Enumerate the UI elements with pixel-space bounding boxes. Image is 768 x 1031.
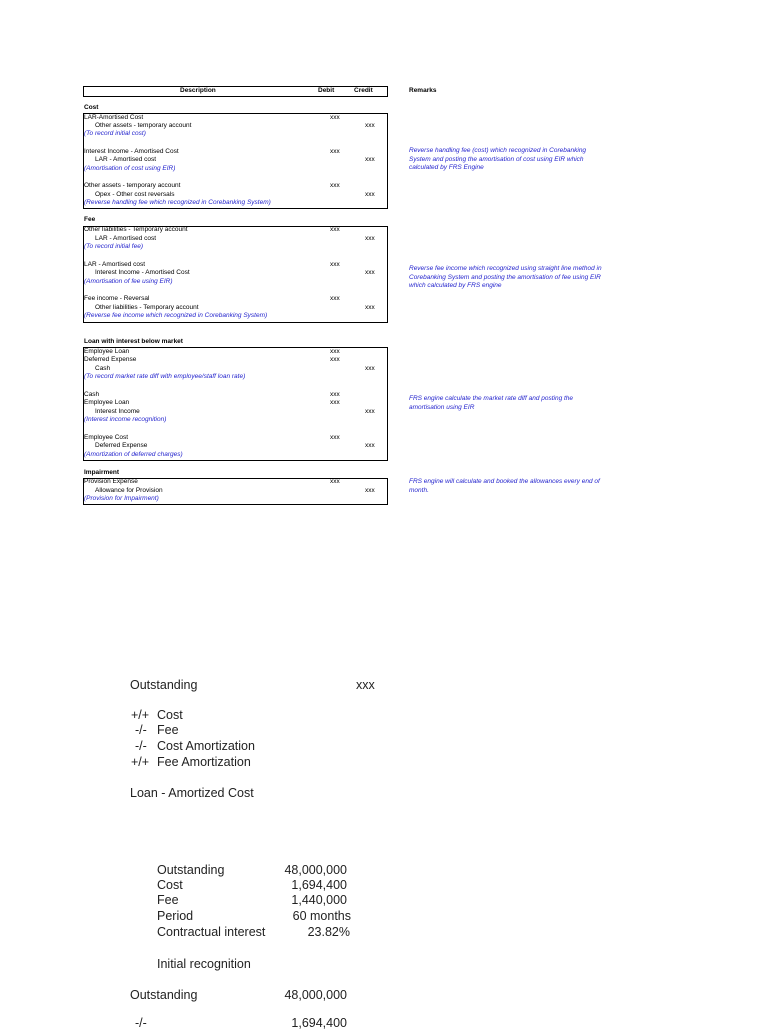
cost-credit-xxx: xxx [365, 191, 375, 198]
header-credit: Credit [354, 87, 373, 94]
header-debit: Debit [318, 87, 335, 94]
cost-entry-1-credit: Other assets - temporary account [95, 122, 192, 129]
loan-debit-xxx: xxx [330, 391, 340, 398]
impairment-entry-note: (Provision for Impairment) [84, 495, 159, 502]
formula-sign: -/- [135, 723, 147, 737]
loan-entry-3-note: (Amortization of deferred charges) [84, 451, 183, 458]
fee-entry-1-note: (To record initial fee) [84, 243, 144, 250]
formula-sign: +/+ [131, 755, 150, 769]
example-label: Cost [157, 878, 183, 892]
cost-entry-1-note: (To record initial cost) [84, 130, 146, 137]
fee-entry-3-debit: Fee income - Reversal [84, 295, 150, 302]
impairment-entry-credit: Allowance for Provision [95, 487, 163, 494]
example-value: 1,694,400 [291, 878, 347, 892]
fee-entry-3-note: (Reverse fee income which recognized in Corebanking System) [84, 312, 268, 319]
header-description: Description [180, 87, 216, 94]
example-value: 48,000,000 [284, 863, 347, 877]
loan-entry-1-credit: Cash [95, 365, 111, 372]
table-header-box [83, 86, 388, 97]
initial-recognition-heading: Initial recognition [157, 957, 251, 971]
cost-entry-2-note: (Amortisation of cost using EIR) [84, 165, 176, 172]
remark-impairment: FRS engine will calculate and booked the allowances every end of month. [409, 478, 600, 494]
header-remarks: Remarks [409, 87, 437, 94]
loan-debit-xxx: xxx [330, 399, 340, 406]
fee-debit-xxx: xxx [330, 261, 340, 268]
section-title-loan: Loan with interest below market [84, 338, 183, 345]
section-title-fee: Fee [84, 216, 96, 223]
example-label: Contractual interest [157, 925, 266, 939]
cost-entry-3-debit: Other assets - temporary account [84, 182, 181, 189]
fee-entry-1-credit: LAR - Amortised cost [95, 235, 157, 242]
fee-credit-xxx: xxx [365, 304, 375, 311]
cost-debit-xxx: xxx [330, 148, 340, 155]
cost-entry-3-credit: Opex - Other cost reversals [95, 191, 175, 198]
remark-fee: Reverse fee income which recognized using straight line method in Corebanking System and posting the amortisation of fee using EIR which calculated by FRS engine [409, 265, 602, 289]
formula-result: Loan - Amortized Cost [130, 786, 254, 800]
cost-credit-xxx: xxx [365, 122, 375, 129]
example-value: 1,440,000 [291, 893, 347, 907]
example-outstanding-value: 48,000,000 [284, 988, 347, 1002]
formula-label: Cost [157, 708, 183, 722]
formula-outstanding-value: xxx [356, 678, 375, 692]
impairment-debit-xxx: xxx [330, 478, 340, 485]
loan-entry-1-debit-2: Deferred Expense [84, 356, 137, 363]
formula-sign: +/+ [131, 708, 150, 722]
remark-cost: Reverse handling fee (cost) which recognized in Corebanking System and posting the amortisation of cost using EIR which calculated by FRS Engine [409, 147, 587, 171]
fee-debit-xxx: xxx [330, 226, 340, 233]
section-title-cost: Cost [84, 104, 99, 111]
cost-entry-2-debit: Interest Income - Amortised Cost [84, 148, 179, 155]
example-outstanding-label: Outstanding [130, 988, 198, 1002]
loan-credit-xxx: xxx [365, 365, 375, 372]
loan-entry-1-debit: Employee Loan [84, 348, 130, 355]
loan-entry-1-note: (To record market rate diff with employee/staff loan rate) [84, 373, 246, 380]
formula-label: Fee [157, 723, 179, 737]
cost-debit-xxx: xxx [330, 182, 340, 189]
example-partial-sign: -/- [135, 1016, 147, 1030]
fee-entry-1-debit: Other liabilities - Temporary account [84, 226, 188, 233]
loan-debit-xxx: xxx [330, 434, 340, 441]
loan-entry-2-debit: Cash [84, 391, 100, 398]
loan-entry-3-credit: Deferred Expense [95, 442, 148, 449]
fee-debit-xxx: xxx [330, 295, 340, 302]
formula-outstanding-label: Outstanding [130, 678, 198, 692]
remark-loan: FRS engine calculate the market rate diff and posting the amortisation using EIR [409, 395, 574, 411]
example-label: Outstanding [157, 863, 225, 877]
example-label: Period [157, 909, 194, 923]
formula-label: Fee Amortization [157, 755, 251, 769]
fee-credit-xxx: xxx [365, 235, 375, 242]
cost-entry-1-debit: LAR-Amortised Cost [84, 114, 144, 121]
cost-credit-xxx: xxx [365, 156, 375, 163]
loan-credit-xxx: xxx [365, 442, 375, 449]
fee-entry-2-note: (Amortisation of fee using EIR) [84, 278, 173, 285]
loan-entry-3-debit: Employee Cost [84, 434, 129, 441]
cost-entry-2-credit: LAR - Amortised cost [95, 156, 157, 163]
example-value: 60 months [292, 909, 351, 923]
cost-debit-xxx: xxx [330, 114, 340, 121]
formula-sign: -/- [135, 739, 147, 753]
impairment-entry-debit: Provision Expense [84, 478, 138, 485]
loan-debit-xxx: xxx [330, 348, 340, 355]
impairment-credit-xxx: xxx [365, 487, 375, 494]
loan-entry-2-note: (Interest income recognition) [84, 416, 167, 423]
section-title-impairment: Impairment [84, 469, 120, 476]
fee-credit-xxx: xxx [365, 269, 375, 276]
fee-entry-3-credit: Other liabilities - Temporary account [95, 304, 199, 311]
example-partial-value: 1,694,400 [291, 1016, 347, 1030]
cost-entry-3-note: (Reverse handling fee which recognized in Corebanking System) [84, 199, 271, 206]
loan-entry-2-debit-2: Employee Loan [84, 399, 130, 406]
loan-entry-2-credit: Interest Income [95, 408, 140, 415]
loan-credit-xxx: xxx [365, 408, 375, 415]
fee-entry-2-credit: Interest Income - Amortised Cost [95, 269, 190, 276]
loan-debit-xxx: xxx [330, 356, 340, 363]
example-value: 23.82% [307, 925, 350, 939]
formula-label: Cost Amortization [157, 739, 255, 753]
example-label: Fee [157, 893, 179, 907]
fee-entry-2-debit: LAR - Amortised cost [84, 261, 146, 268]
